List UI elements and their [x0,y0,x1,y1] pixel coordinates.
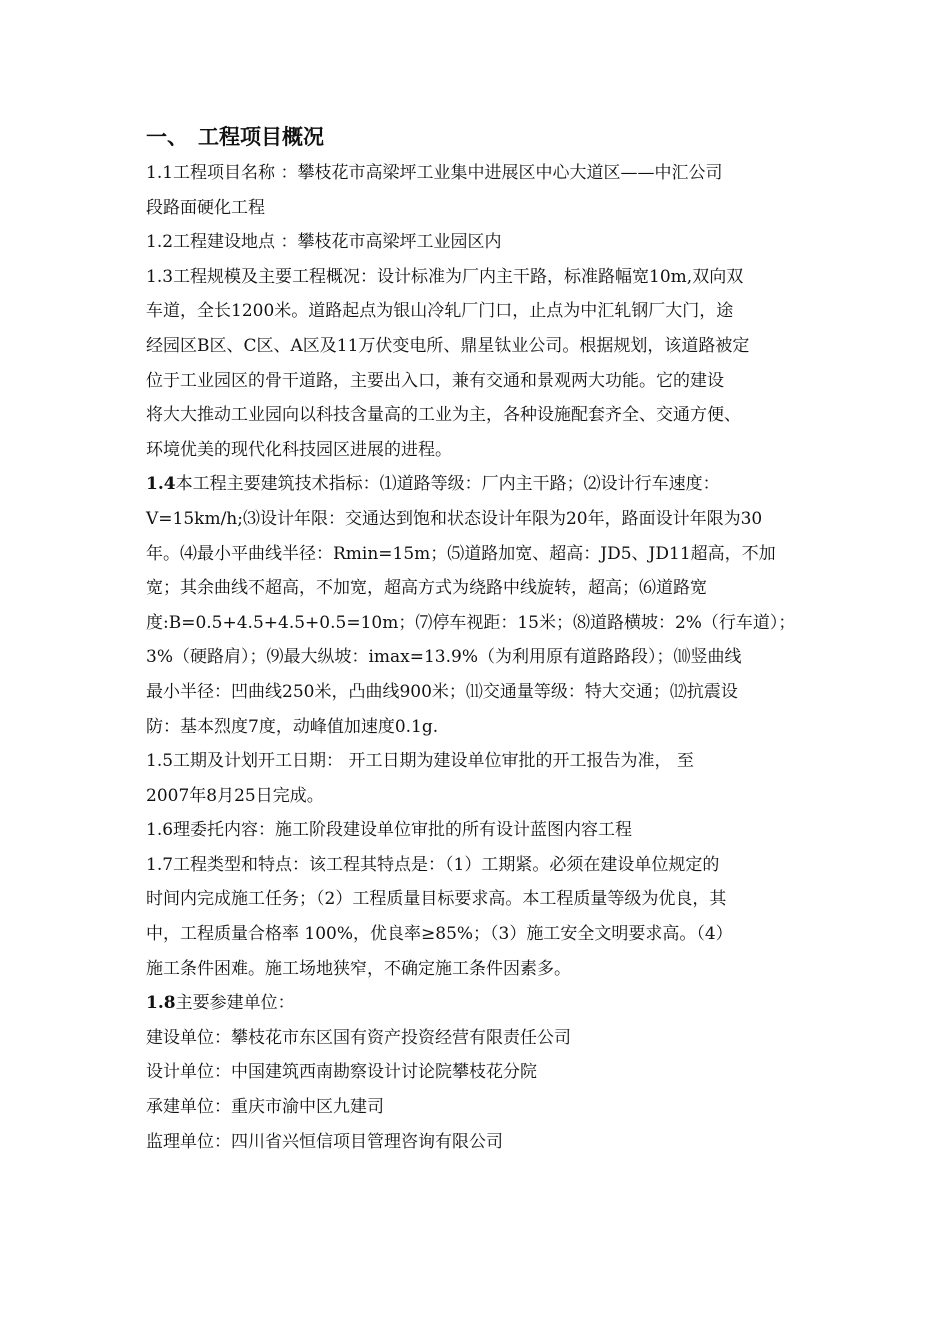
section-number: 1.5 [146,751,174,772]
section-heading [146,120,808,154]
section-paragraph [146,744,808,813]
heading-number: 一、 [146,124,188,149]
line-text: 本工程主要建筑技术指标：⑴道路等级：厂内主干路；⑵设计行车速度： [175,474,720,495]
paragraph-line [146,329,808,364]
line-text: 工程类型和特点：该工程其特点是：（1）工期紧。必须在建设单位规定的 [173,854,720,875]
document-content [146,120,808,1159]
line-text: 工程项目名称 ：攀枝花市高梁坪工业集中进展区中心大道区——中汇公司 [173,163,723,183]
section-list [146,156,808,1021]
line-text: 中，工程质量合格率 100%，优良率≥85%；（3）施工安全文明要求高。（4） [146,924,733,945]
paragraph-line [146,537,808,572]
section-number: 1.1 [146,163,174,183]
line-text: 车道，全长1200米。道路起点为银山冷轧厂门口，止点为中汇轧钢厂大门，途 [146,301,734,322]
participant-entry: 承建单位：重庆市渝中区九建司 [146,1097,384,1118]
paragraph-line [146,952,808,987]
paragraph-line [146,606,808,641]
line-text: 经园区B区、C区、A区及11万伏变电所、鼎星钛业公司。根据规划，该道路被定 [146,335,750,356]
paragraph-line [146,364,808,399]
line-text: 最小半径：凹曲线250米，凸曲线900米；⑾交通量等级：特大交通；⑿抗震设 [146,681,738,702]
participant-entry: 监理单位：四川省兴恒信项目管理咨询有限公司 [146,1131,503,1152]
paragraph-line [146,848,808,883]
paragraph-line [146,191,808,226]
section-number: 1.4 [146,474,176,495]
line-text: 段路面硬化工程 [146,197,265,218]
paragraph-line [146,813,808,848]
section-paragraph [146,260,808,468]
line-text: 3%（硬路肩）；⑼最大纵坡：imax=13.9%（为利用原有道路路段）；⑽竖曲线 [146,647,742,668]
paragraph-line [146,156,808,191]
line-text: 理委托内容：施工阶段建设单位审批的所有设计蓝图内容工程 [173,820,633,841]
section-number: 1.7 [146,854,174,875]
line-text: 度:B=0.5+4.5+4.5+0.5=10m；⑺停车视距：15米；⑻道路横坡：2%（行车道）； [146,612,796,633]
line-text: V=15km/h;⑶设计年限：交通达到饱和状态设计年限为20年，路面设计年限为30 [146,508,763,529]
line-text: 工程规模及主要工程概况：设计标准为厂内主干路，标准路幅宽10m,双向双 [173,266,744,287]
paragraph-line [146,779,808,814]
heading-title: 工程项目概况 [198,124,324,149]
section-paragraph [146,467,808,744]
line-text: 工程建设地点 ：攀枝花市高梁坪工业园区内 [173,232,502,253]
participant-entry: 设计单位：中国建筑西南勘察设计讨论院攀枝花分院 [146,1062,537,1083]
line-text: 宽；其余曲线不超高，不加宽，超高方式为绕路中线旋转，超高；⑹道路宽 [146,578,707,599]
section-paragraph [146,813,808,848]
section-number: 1.8 [146,993,176,1014]
paragraph-line [146,744,808,779]
section-number: 1.2 [146,232,174,253]
paragraph-line [146,882,808,917]
line-text: 年。⑷最小平曲线半径：Rmin=15m；⑸道路加宽、超高：JD5、JD11超高，不加 [146,543,776,564]
line-text: 位于工业园区的骨干道路，主要出入口，兼有交通和景观两大功能。它的建设 [146,370,724,391]
paragraph-line [146,640,808,675]
paragraph-line [146,433,808,468]
section-paragraph [146,986,808,1021]
line-text: 2007年8月25日完成。 [146,785,324,806]
line-text: 防：基本烈度7度，动峰值加速度0.1g. [146,716,439,737]
line-text: 施工条件困难。施工场地狭窄，不确定施工条件因素多。 [146,958,571,979]
section-paragraph [146,156,808,225]
paragraph-line [146,225,808,260]
paragraph-line [146,571,808,606]
paragraph-line [146,294,808,329]
section-number: 1.6 [146,820,174,841]
line-text: 工期及计划开工日期： 开工日期为建设单位审批的开工报告为准， 至 [173,751,694,772]
paragraph-line [146,398,808,433]
paragraph-line [146,502,808,537]
paragraph-line [146,467,808,502]
line-text: 时间内完成施工任务；（2）工程质量目标要求高。本工程质量等级为优良，其 [146,889,727,910]
section-number: 1.3 [146,266,174,287]
paragraph-line [146,260,808,295]
paragraph-line [146,986,808,1021]
line-text: 主要参建单位： [175,993,295,1014]
line-text: 环境优美的现代化科技园区进展的进程。 [146,439,452,460]
section-paragraph [146,225,808,260]
paragraph-line [146,917,808,952]
paragraph-line [146,675,808,710]
participant-entry: 建设单位：攀枝花市东区国有资产投资经营有限责任公司 [146,1027,571,1048]
participant-list [146,1021,808,1159]
paragraph-line [146,710,808,745]
section-paragraph [146,848,808,986]
line-text: 将大大推动工业园向以科技含量高的工业为主，各种设施配套齐全、交通方便、 [146,405,741,426]
